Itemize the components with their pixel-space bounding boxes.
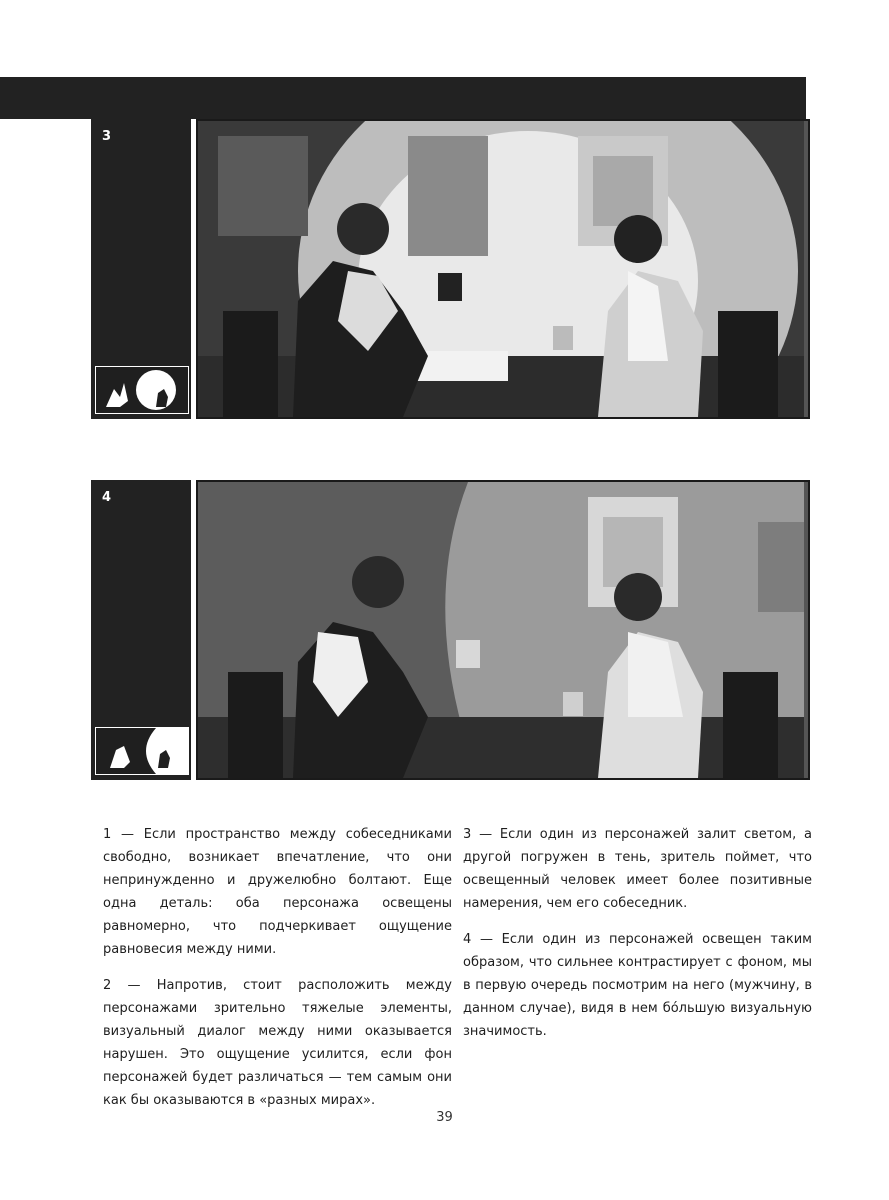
text-column-left <box>103 823 452 1125</box>
text-column-right <box>463 823 812 1056</box>
panel-side-strip <box>91 119 191 419</box>
paragraph-3: 3 — Если один из персонажей залит светом, а другой погружен в тень, зритель поймет, что освещенный человек имеет более позитивные намерения, чем его собеседник. <box>463 827 812 911</box>
header-band <box>0 77 806 119</box>
panel-illustration <box>196 119 810 419</box>
lighting-thumbnail <box>95 727 189 775</box>
panel-illustration <box>196 480 810 780</box>
storyboard-panel-3 <box>91 119 806 419</box>
page-number: 39 <box>436 1110 453 1125</box>
paragraph-2: 2 — Напротив, стоит расположить между персонажами зрительно тяжелые элементы, визуальный диалог между ними оказывается нарушен. Это ощущение усилится, если фон персонажей будет различаться — тем самым они как бы оказываются в «разных мирах». <box>103 978 452 1108</box>
panel-number: 3 <box>102 129 112 144</box>
panel-side-strip <box>91 480 191 780</box>
panel-number: 4 <box>102 490 112 505</box>
lighting-thumbnail <box>95 366 189 414</box>
storyboard-panel-4 <box>91 480 806 780</box>
paragraph-1: 1 — Если пространство между собеседниками свободно, возникает впечатление, что они непринужденно и дружелюбно болтают. Еще одна деталь: оба персонажа освещены равномерно, что подчеркивает ощущение равновесия между ними. <box>103 827 452 957</box>
paragraph-4: 4 — Если один из персонажей освещен таким образом, что сильнее контрастирует с фоном, мы в первую очередь посмотрим на него (мужчину, в данном случае), видя в нем бо́льшую визуальную значимость. <box>463 932 812 1039</box>
